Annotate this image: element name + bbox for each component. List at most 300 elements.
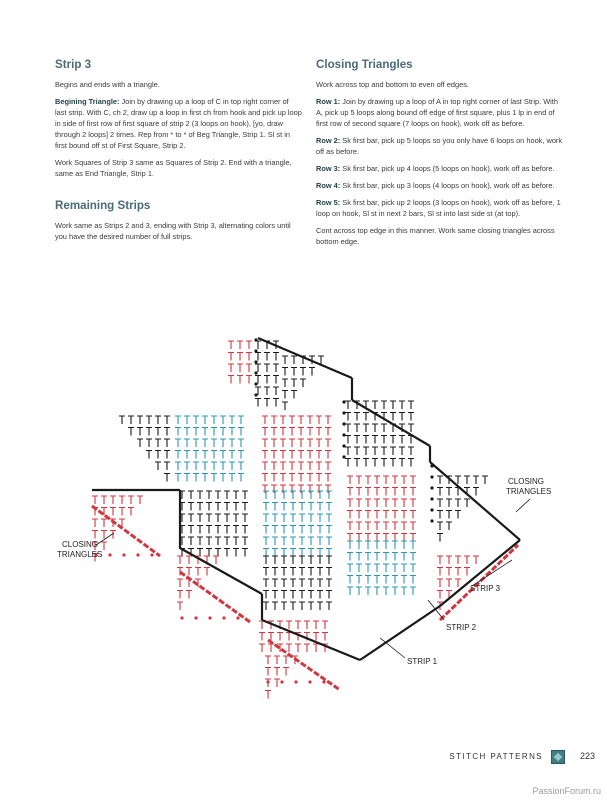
- strip3-label: STRIP 3: [470, 584, 501, 593]
- red-stitch: [262, 451, 268, 459]
- red-stitch: [213, 556, 219, 564]
- red-stitch: [392, 534, 398, 542]
- black-stitch: [299, 579, 305, 587]
- red-stitch: [307, 439, 313, 447]
- red-stitch: [383, 476, 389, 484]
- blue-stitch: [374, 541, 380, 549]
- blue-stitch: [326, 549, 332, 557]
- black-stitch: [399, 436, 405, 444]
- blue-stitch: [238, 428, 244, 436]
- black-stitch: [345, 436, 351, 444]
- blue-stitch: [383, 541, 389, 549]
- red-stitch: [322, 633, 328, 641]
- red-stitch: [101, 496, 107, 504]
- black-stitch: [272, 556, 278, 564]
- red-stitch: [365, 476, 371, 484]
- blue-stitch: [175, 451, 181, 459]
- blue-stitch: [281, 537, 287, 545]
- red-stitch: [410, 476, 416, 484]
- black-stitch: [264, 353, 270, 361]
- chain-bar: [180, 548, 262, 594]
- remaining-strips-heading: Remaining Strips: [55, 199, 151, 212]
- red-stitch: [392, 488, 398, 496]
- black-stitch: [155, 451, 161, 459]
- blue-stitch: [356, 541, 362, 549]
- red-stitch: [289, 462, 295, 470]
- red-stitch: [325, 439, 331, 447]
- black-stitch: [291, 379, 297, 387]
- blue-stitch: [238, 439, 244, 447]
- black-stitch: [164, 428, 170, 436]
- red-stitch: [286, 644, 292, 652]
- red-stitch: [262, 428, 268, 436]
- blue-stitch: [184, 439, 190, 447]
- black-stitch: [308, 602, 314, 610]
- red-stitch: [313, 633, 319, 641]
- black-stitch: [206, 503, 212, 511]
- red-stitch: [392, 476, 398, 484]
- red-stitch: [347, 476, 353, 484]
- black-stitch: [437, 534, 443, 542]
- red-stitch: [374, 511, 380, 519]
- black-stitch: [206, 491, 212, 499]
- black-stitch: [437, 476, 443, 484]
- red-stitch: [177, 579, 183, 587]
- black-stitch: [272, 579, 278, 587]
- stitch-dot: [342, 422, 345, 425]
- blue-stitch: [229, 416, 235, 424]
- strip1-leader: [380, 638, 405, 658]
- black-stitch: [399, 447, 405, 455]
- red-stitch: [325, 451, 331, 459]
- strip2-leader: [428, 600, 444, 620]
- blue-stitch: [211, 462, 217, 470]
- blue-stitch: [410, 564, 416, 572]
- strip3-heading: Strip 3: [55, 58, 92, 71]
- red-stitch: [271, 439, 277, 447]
- black-stitch: [255, 341, 261, 349]
- red-stitch: [437, 591, 443, 599]
- black-stitch: [242, 537, 248, 545]
- blue-stitch: [220, 439, 226, 447]
- blue-stitch: [347, 576, 353, 584]
- blue-stitch: [308, 526, 314, 534]
- row-4-text: Sk first bar, pick up 3 loops (4 loops on hook), work off as before.: [342, 181, 555, 190]
- red-stitch: [325, 462, 331, 470]
- black-stitch: [188, 503, 194, 511]
- red-stitch: [464, 568, 470, 576]
- red-stitch: [365, 534, 371, 542]
- blue-stitch: [383, 576, 389, 584]
- blue-stitch: [317, 514, 323, 522]
- blue-stitch: [184, 428, 190, 436]
- page-number: 223: [579, 751, 595, 761]
- red-stitch: [383, 499, 389, 507]
- blue-stitch: [263, 514, 269, 522]
- blue-stitch: [356, 576, 362, 584]
- black-stitch: [408, 401, 414, 409]
- black-stitch: [345, 447, 351, 455]
- red-stitch: [374, 499, 380, 507]
- black-stitch: [455, 511, 461, 519]
- blue-stitch: [365, 576, 371, 584]
- blue-stitch: [308, 537, 314, 545]
- blue-stitch: [392, 541, 398, 549]
- red-stitch: [374, 522, 380, 530]
- red-stitch: [325, 474, 331, 482]
- blue-stitch: [175, 416, 181, 424]
- stitch-dot: [430, 464, 433, 467]
- red-stitch: [316, 439, 322, 447]
- blue-stitch: [193, 439, 199, 447]
- red-stitch: [473, 556, 479, 564]
- blue-stitch: [410, 587, 416, 595]
- red-stitch: [119, 508, 125, 516]
- red-stitch: [204, 568, 210, 576]
- red-stitch: [356, 511, 362, 519]
- blue-stitch: [220, 416, 226, 424]
- red-stitch: [464, 556, 470, 564]
- red-stitch: [92, 531, 98, 539]
- blue-stitch: [401, 587, 407, 595]
- blue-stitch: [272, 526, 278, 534]
- red-stitch: [289, 439, 295, 447]
- red-stitch: [374, 488, 380, 496]
- blue-stitch: [401, 564, 407, 572]
- stitch-dot: [208, 616, 211, 619]
- black-stitch: [206, 514, 212, 522]
- blue-stitch: [410, 553, 416, 561]
- blue-stitch: [317, 526, 323, 534]
- row-5-label: Row 5:: [316, 198, 341, 207]
- red-stitch: [455, 579, 461, 587]
- blue-stitch: [220, 462, 226, 470]
- black-stitch: [224, 537, 230, 545]
- strip3-squares-text: Work Squares of Strip 3 same as Squares of Strip 2. End with a triangle, same as End Triangle, Strip 1.: [55, 158, 292, 178]
- red-stitch: [322, 621, 328, 629]
- red-stitch: [446, 556, 452, 564]
- black-stitch: [224, 549, 230, 557]
- blue-stitch: [184, 451, 190, 459]
- closing-left-label-2: TRIANGLES: [57, 550, 103, 559]
- red-stitch: [356, 488, 362, 496]
- black-stitch: [155, 462, 161, 470]
- red-stitch: [325, 416, 331, 424]
- red-stitch: [298, 416, 304, 424]
- red-stitch: [316, 428, 322, 436]
- black-stitch: [326, 579, 332, 587]
- black-stitch: [215, 537, 221, 545]
- stitch-dot: [342, 433, 345, 436]
- blue-stitch: [383, 553, 389, 561]
- strip2-label: STRIP 2: [446, 623, 477, 632]
- black-stitch: [354, 424, 360, 432]
- red-stitch: [289, 428, 295, 436]
- stitch-dot: [136, 553, 139, 556]
- blue-stitch: [263, 526, 269, 534]
- black-stitch: [273, 364, 279, 372]
- black-stitch: [455, 499, 461, 507]
- black-stitch: [381, 436, 387, 444]
- blue-stitch: [299, 526, 305, 534]
- stitch-dot: [342, 444, 345, 447]
- blue-stitch: [193, 451, 199, 459]
- black-stitch: [437, 511, 443, 519]
- red-stitch: [307, 485, 313, 493]
- closing-intro: Work across top and bottom to even off edges.: [316, 80, 469, 89]
- chain-bar: [262, 620, 360, 660]
- remaining-strips-text: Work same as Strips 2 and 3, ending with Strip 3, alternating colors until you have the desired number of full strips.: [55, 221, 291, 241]
- red-stitch: [186, 556, 192, 564]
- black-stitch: [128, 428, 134, 436]
- black-stitch: [273, 353, 279, 361]
- black-stitch: [282, 379, 288, 387]
- black-stitch: [128, 416, 134, 424]
- red-stitch: [383, 534, 389, 542]
- red-stitch: [265, 691, 271, 699]
- black-stitch: [300, 368, 306, 376]
- footer-section-label: STITCH PATTERNS: [449, 752, 543, 761]
- red-stitch: [307, 462, 313, 470]
- black-stitch: [290, 579, 296, 587]
- red-stitch: [177, 556, 183, 564]
- red-stitch: [228, 341, 234, 349]
- red-stitch: [286, 621, 292, 629]
- black-stitch: [464, 476, 470, 484]
- red-stitch: [92, 496, 98, 504]
- blue-stitch: [272, 514, 278, 522]
- black-stitch: [308, 591, 314, 599]
- black-stitch: [215, 514, 221, 522]
- blue-stitch: [299, 549, 305, 557]
- black-stitch: [299, 591, 305, 599]
- black-stitch: [446, 522, 452, 530]
- chain-bar: [360, 606, 440, 660]
- black-stitch: [446, 511, 452, 519]
- closing-right-label-2: TRIANGLES: [506, 487, 552, 496]
- black-stitch: [197, 537, 203, 545]
- black-stitch: [263, 591, 269, 599]
- black-stitch: [164, 462, 170, 470]
- black-stitch: [354, 413, 360, 421]
- black-stitch: [255, 399, 261, 407]
- stitch-dot: [280, 680, 283, 683]
- black-stitch: [215, 549, 221, 557]
- black-stitch: [188, 526, 194, 534]
- blue-stitch: [211, 416, 217, 424]
- black-stitch: [299, 568, 305, 576]
- blue-stitch: [317, 503, 323, 511]
- black-stitch: [299, 602, 305, 610]
- black-stitch: [242, 549, 248, 557]
- stitch-dot: [150, 553, 153, 556]
- black-stitch: [354, 447, 360, 455]
- red-stitch: [274, 679, 280, 687]
- red-stitch: [268, 644, 274, 652]
- row-5-text: Sk first bar, pick up 2 loops (3 loops on hook), work off as before, 1 loop on hook, Sl st in next 2 bars, Sl st into last side st (at top).: [316, 198, 561, 218]
- stitch-dot: [308, 680, 311, 683]
- chain-bar: [430, 462, 520, 540]
- black-stitch: [446, 499, 452, 507]
- red-stitch: [259, 621, 265, 629]
- blue-stitch: [202, 462, 208, 470]
- red-stitch: [280, 474, 286, 482]
- blue-stitch: [272, 537, 278, 545]
- red-stitch: [289, 416, 295, 424]
- red-stitch: [277, 633, 283, 641]
- blue-stitch: [374, 564, 380, 572]
- blue-stitch: [326, 537, 332, 545]
- blue-stitch: [365, 564, 371, 572]
- black-stitch: [390, 413, 396, 421]
- black-stitch: [372, 401, 378, 409]
- stitch-dot: [430, 519, 433, 522]
- blue-stitch: [211, 428, 217, 436]
- blue-stitch: [238, 462, 244, 470]
- black-stitch: [263, 568, 269, 576]
- red-stitch: [228, 353, 234, 361]
- blue-stitch: [365, 553, 371, 561]
- blue-stitch: [401, 553, 407, 561]
- red-stitch: [195, 568, 201, 576]
- stitch-dot: [254, 393, 257, 396]
- red-stitch: [177, 591, 183, 599]
- black-stitch: [233, 491, 239, 499]
- black-stitch: [155, 428, 161, 436]
- blue-stitch: [263, 503, 269, 511]
- black-stitch: [455, 476, 461, 484]
- red-stitch: [347, 534, 353, 542]
- black-stitch: [308, 556, 314, 564]
- beginning-triangle-text: Join by drawing up a loop of C in top right corner of last strip. With C, ch 2, draw up a loop in first ch from hook and pick up loop in side of first row of first square of strip 2 (3 loops on hook), [yo, draw through 2 loops] 2 times. Rep from * to * of Beg Triangle, Strip 1. Sl st in first bound off st of First Square, Strip 2.: [55, 97, 302, 150]
- blue-stitch: [281, 503, 287, 511]
- red-stitch: [186, 568, 192, 576]
- black-stitch: [273, 399, 279, 407]
- blue-stitch: [383, 587, 389, 595]
- blue-stitch: [238, 416, 244, 424]
- red-stitch: [271, 451, 277, 459]
- blue-stitch: [229, 428, 235, 436]
- red-stitch: [298, 428, 304, 436]
- red-stitch: [246, 341, 252, 349]
- blue-stitch: [410, 576, 416, 584]
- red-stitch: [307, 428, 313, 436]
- blue-stitch: [211, 439, 217, 447]
- black-stitch: [326, 568, 332, 576]
- black-stitch: [390, 447, 396, 455]
- black-stitch: [299, 556, 305, 564]
- black-stitch: [446, 488, 452, 496]
- blue-stitch: [365, 541, 371, 549]
- black-stitch: [345, 413, 351, 421]
- black-stitch: [197, 549, 203, 557]
- red-stitch: [437, 579, 443, 587]
- red-stitch: [455, 568, 461, 576]
- black-stitch: [215, 503, 221, 511]
- red-stitch: [274, 656, 280, 664]
- blue-stitch: [193, 462, 199, 470]
- blue-stitch: [347, 587, 353, 595]
- blue-stitch: [392, 587, 398, 595]
- black-stitch: [281, 568, 287, 576]
- red-stitch: [110, 531, 116, 539]
- blue-stitch: [184, 416, 190, 424]
- red-stitch: [271, 474, 277, 482]
- black-stitch: [155, 439, 161, 447]
- blue-stitch: [175, 462, 181, 470]
- red-stitch: [259, 644, 265, 652]
- red-stitch: [286, 633, 292, 641]
- blue-stitch: [290, 526, 296, 534]
- blue-stitch: [220, 474, 226, 482]
- red-stitch: [128, 508, 134, 516]
- stitch-dot: [342, 455, 345, 458]
- red-stitch: [455, 556, 461, 564]
- closing-left-label-1: CLOSING: [62, 540, 99, 549]
- black-stitch: [155, 416, 161, 424]
- red-stitch: [289, 451, 295, 459]
- blue-stitch: [202, 416, 208, 424]
- red-stitch: [228, 364, 234, 372]
- red-stitch: [265, 656, 271, 664]
- black-stitch: [317, 602, 323, 610]
- red-stitch: [262, 474, 268, 482]
- red-stitch: [356, 534, 362, 542]
- red-stitch: [410, 534, 416, 542]
- blue-stitch: [374, 576, 380, 584]
- black-stitch: [263, 556, 269, 564]
- red-stitch: [401, 499, 407, 507]
- blue-stitch: [374, 553, 380, 561]
- black-stitch: [372, 424, 378, 432]
- black-stitch: [473, 476, 479, 484]
- black-stitch: [242, 491, 248, 499]
- black-stitch: [363, 424, 369, 432]
- black-stitch: [372, 436, 378, 444]
- black-stitch: [291, 356, 297, 364]
- stitch-dot: [322, 680, 325, 683]
- black-stitch: [197, 503, 203, 511]
- blue-stitch: [347, 553, 353, 561]
- blue-stitch: [308, 514, 314, 522]
- red-stitch: [289, 485, 295, 493]
- black-stitch: [326, 602, 332, 610]
- black-stitch: [188, 491, 194, 499]
- black-stitch: [363, 447, 369, 455]
- red-stitch: [401, 534, 407, 542]
- page-footer: [407, 750, 607, 766]
- blue-stitch: [238, 474, 244, 482]
- black-stitch: [390, 459, 396, 467]
- blue-stitch: [401, 541, 407, 549]
- black-stitch: [264, 376, 270, 384]
- red-stitch: [110, 508, 116, 516]
- black-stitch: [255, 376, 261, 384]
- black-stitch: [164, 416, 170, 424]
- black-stitch: [206, 537, 212, 545]
- stitch-dot: [342, 400, 345, 403]
- red-stitch: [271, 428, 277, 436]
- black-stitch: [224, 526, 230, 534]
- blue-stitch: [392, 553, 398, 561]
- black-stitch: [263, 602, 269, 610]
- closing-triangles-heading: Closing Triangles: [316, 58, 413, 71]
- red-stitch: [365, 499, 371, 507]
- black-stitch: [188, 514, 194, 522]
- blue-stitch: [410, 541, 416, 549]
- black-stitch: [206, 549, 212, 557]
- red-stitch: [101, 519, 107, 527]
